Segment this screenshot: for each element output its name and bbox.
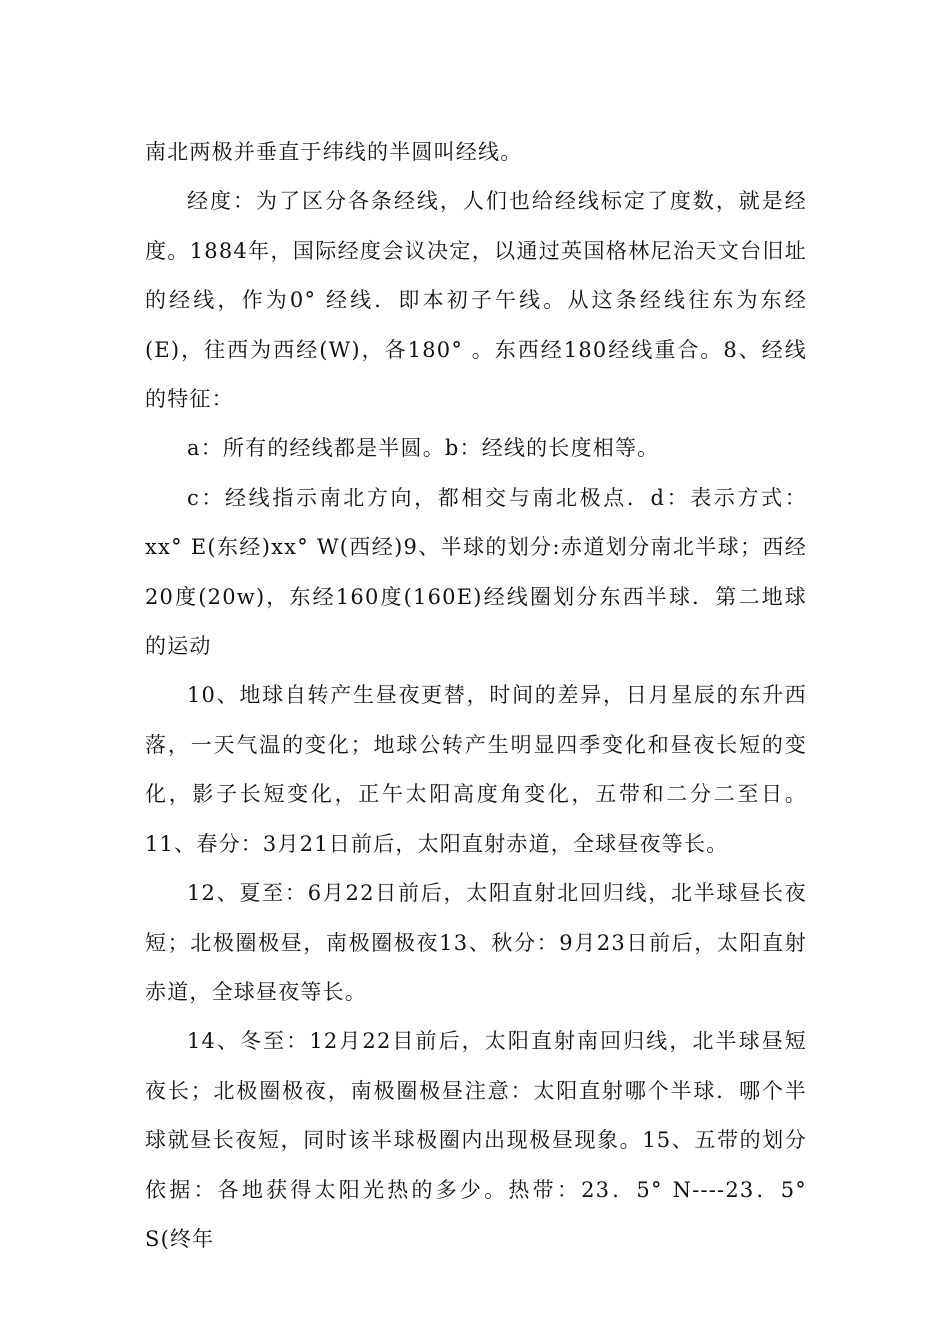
paragraph-4: c：经线指示南北方向，都相交与南北极点．d：表示方式：xx° E(东经)xx° W(西经)9、半球的划分:赤道划分南北半球；西经20度(20w)，东经160度(160E)经线圈划分东西半球．第二地球的运动 <box>145 485 807 659</box>
document-body <box>145 128 807 1264</box>
paragraph-5: 10、地球自转产生昼夜更替，时间的差异，日月星辰的东升西落，一天气温的变化；地球公转产生明显四季变化和昼夜长短的变化，影子长短变化，正午太阳高度角变化，五带和二分二至日。11、春分：3月21日前后，太阳直射赤道，全球昼夜等长。 <box>145 683 807 856</box>
paragraph-3: a：所有的经线都是半圆。b：经线的长度相等。 <box>187 436 660 461</box>
paragraph-7: 14、冬至：12月22目前后，太阳直射南回归线，北半球昼短夜长；北极圈极夜，南极圈极昼注意：太阳直射哪个半球．哪个半球就昼长夜短，同时该半球极圈内出现极昼现象。15、五带的划分依据：各地获得太阳光热的多少。热带：23．5° N----23．5° S(终年 <box>145 1029 807 1251</box>
paragraph-6: 12、夏至：6月22日前后，太阳直射北回归线，北半球昼长夜短；北极圈极昼，南极圈极夜13、秋分：9月23日前后，太阳直射赤道，全球昼夜等长。 <box>145 881 807 1004</box>
paragraph-2: 经度：为了区分各条经线，人们也给经线标定了度数，就是经度。1884年，国际经度会议决定，以通过英国格林尼治天文台旧址的经线，作为0° 经线．即本初子午线。从这条经线往东为东经(E)，往西为西经(W)，各180° 。东西经180经线重合。8、经线的特征： <box>145 189 807 412</box>
paragraph-1: 南北两极并垂直于纬线的半圆叫经线。 <box>145 140 523 164</box>
